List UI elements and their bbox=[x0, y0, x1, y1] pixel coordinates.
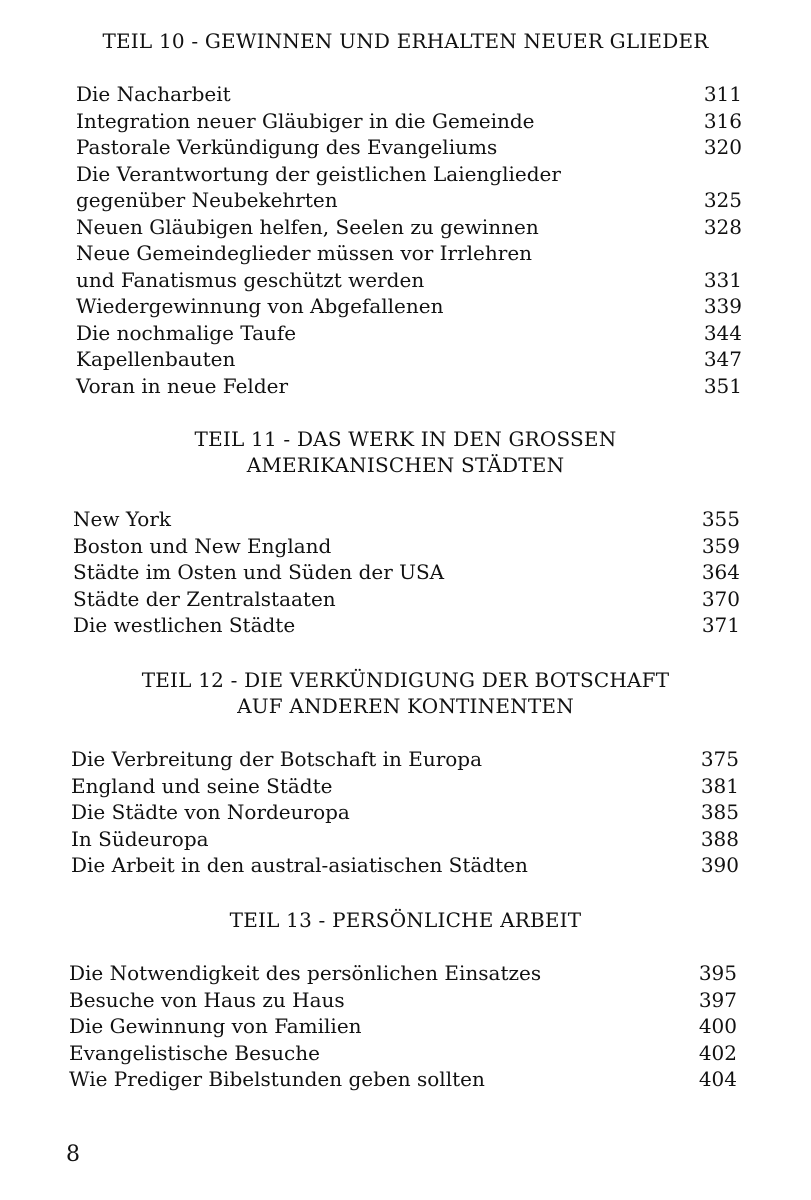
section-heading-teil-12 bbox=[0, 667, 811, 719]
entries-teil-10 bbox=[76, 81, 742, 399]
entry-page: 328 bbox=[703, 214, 742, 239]
entry-page: 320 bbox=[703, 135, 742, 159]
entry-page: 402 bbox=[698, 1040, 737, 1065]
entry-page: 344 bbox=[703, 320, 742, 345]
entry-page: 325 bbox=[703, 188, 742, 212]
entry-title: Boston und New England bbox=[73, 533, 332, 558]
page-number: 8 bbox=[66, 1142, 80, 1167]
entry-page: 385 bbox=[700, 800, 739, 824]
toc-entry bbox=[71, 826, 739, 853]
toc-entry bbox=[76, 81, 742, 108]
toc-entry bbox=[71, 746, 739, 773]
toc-entry bbox=[73, 586, 740, 613]
entry-page: 375 bbox=[700, 747, 739, 771]
toc-entry bbox=[76, 161, 742, 188]
entry-page: 339 bbox=[703, 294, 742, 318]
entry-title: Wie Prediger Bibelstunden geben sollten bbox=[69, 1067, 485, 1091]
entry-page: 390 bbox=[700, 853, 739, 877]
entry-title: Städte im Osten und Süden der USA bbox=[73, 560, 445, 584]
entry-title: und Fanatismus geschützt werden bbox=[76, 267, 425, 292]
toc-entry bbox=[73, 612, 740, 639]
toc-entry-continued bbox=[76, 267, 742, 294]
heading-line: AUF ANDEREN KONTINENTEN bbox=[237, 694, 574, 718]
entry-title: Wiedergewinnung von Abgefallenen bbox=[76, 294, 444, 318]
entry-title: In Südeuropa bbox=[71, 826, 209, 851]
entry-title: Städte der Zentralstaaten bbox=[73, 586, 336, 611]
entry-page: 395 bbox=[698, 961, 737, 985]
toc-entry bbox=[69, 1066, 737, 1093]
toc-entry bbox=[76, 134, 742, 161]
toc-entry bbox=[73, 559, 740, 586]
toc-entry bbox=[76, 373, 742, 400]
entries-teil-12 bbox=[71, 746, 739, 879]
entry-page: 331 bbox=[703, 267, 742, 292]
toc-entry bbox=[76, 346, 742, 373]
entry-page: 370 bbox=[701, 586, 740, 611]
toc-entry bbox=[76, 240, 742, 267]
section-heading-teil-11 bbox=[0, 426, 811, 478]
toc-entry bbox=[76, 214, 742, 241]
heading-line: TEIL 11 - DAS WERK IN DEN GROSSEN bbox=[194, 427, 617, 451]
entry-title: Voran in neue Felder bbox=[76, 373, 289, 398]
entry-title: Die Städte von Nordeuropa bbox=[71, 800, 350, 824]
entry-title: gegenüber Neubekehrten bbox=[76, 188, 338, 212]
entry-title: Evangelistische Besuche bbox=[69, 1040, 320, 1065]
toc-entry bbox=[71, 852, 739, 879]
entry-page: 397 bbox=[698, 987, 737, 1012]
heading-line: TEIL 10 - GEWINNEN UND ERHALTEN NEUER GLIEDER bbox=[102, 29, 709, 53]
entry-page: 388 bbox=[700, 826, 739, 851]
entry-title: Neue Gemeindeglieder müssen vor Irrlehren bbox=[76, 241, 533, 265]
entry-title: Besuche von Haus zu Haus bbox=[69, 987, 345, 1012]
entry-page: 364 bbox=[701, 560, 740, 584]
entry-page: 347 bbox=[703, 347, 742, 371]
toc-entry bbox=[76, 108, 742, 135]
toc-entry bbox=[73, 533, 740, 560]
section-heading-teil-10 bbox=[0, 28, 811, 54]
entry-title: England und seine Städte bbox=[71, 773, 333, 798]
toc-entry bbox=[69, 1040, 737, 1067]
entry-title: Die westlichen Städte bbox=[73, 613, 296, 637]
entry-page: 355 bbox=[701, 507, 740, 531]
entries-teil-11 bbox=[73, 506, 740, 639]
toc-entry-continued bbox=[76, 187, 742, 214]
entry-title: Die nochmalige Taufe bbox=[76, 320, 297, 345]
toc-entry bbox=[71, 799, 739, 826]
heading-line: TEIL 13 - PERSÖNLICHE ARBEIT bbox=[229, 908, 582, 932]
entry-title: New York bbox=[73, 507, 171, 531]
heading-line: AMERIKANISCHEN STÄDTEN bbox=[246, 453, 565, 477]
entry-title: Kapellenbauten bbox=[76, 347, 236, 371]
heading-line: TEIL 12 - DIE VERKÜNDIGUNG DER BOTSCHAFT bbox=[141, 668, 670, 692]
toc-entry bbox=[69, 960, 737, 987]
toc-entry bbox=[69, 1013, 737, 1040]
entry-page: 404 bbox=[698, 1067, 737, 1091]
entry-title: Neuen Gläubigen helfen, Seelen zu gewinnen bbox=[76, 214, 539, 239]
entry-title: Die Nacharbeit bbox=[76, 82, 231, 106]
entry-title: Die Verantwortung der geistlichen Laienglieder bbox=[76, 161, 561, 186]
entry-page: 311 bbox=[703, 82, 742, 106]
entry-page: 371 bbox=[701, 613, 740, 637]
entry-title: Die Verbreitung der Botschaft in Europa bbox=[71, 747, 483, 771]
section-heading-teil-13 bbox=[0, 907, 811, 933]
entry-title: Pastorale Verkündigung des Evangeliums bbox=[76, 135, 498, 159]
entries-teil-13 bbox=[69, 960, 737, 1093]
entry-title: Die Arbeit in den austral-asiatischen Städten bbox=[71, 853, 528, 877]
entry-page: 316 bbox=[703, 108, 742, 133]
toc-entry bbox=[76, 320, 742, 347]
toc-entry bbox=[76, 293, 742, 320]
toc-entry bbox=[69, 987, 737, 1014]
toc-entry bbox=[71, 773, 739, 800]
entry-title: Die Gewinnung von Familien bbox=[69, 1014, 362, 1038]
entry-page: 400 bbox=[698, 1014, 737, 1038]
entry-page: 359 bbox=[701, 533, 740, 558]
entry-title: Integration neuer Gläubiger in die Gemeinde bbox=[76, 108, 535, 133]
entry-page: 381 bbox=[700, 773, 739, 798]
entry-page: 351 bbox=[703, 373, 742, 398]
toc-entry bbox=[73, 506, 740, 533]
entry-title: Die Notwendigkeit des persönlichen Einsatzes bbox=[69, 961, 542, 985]
